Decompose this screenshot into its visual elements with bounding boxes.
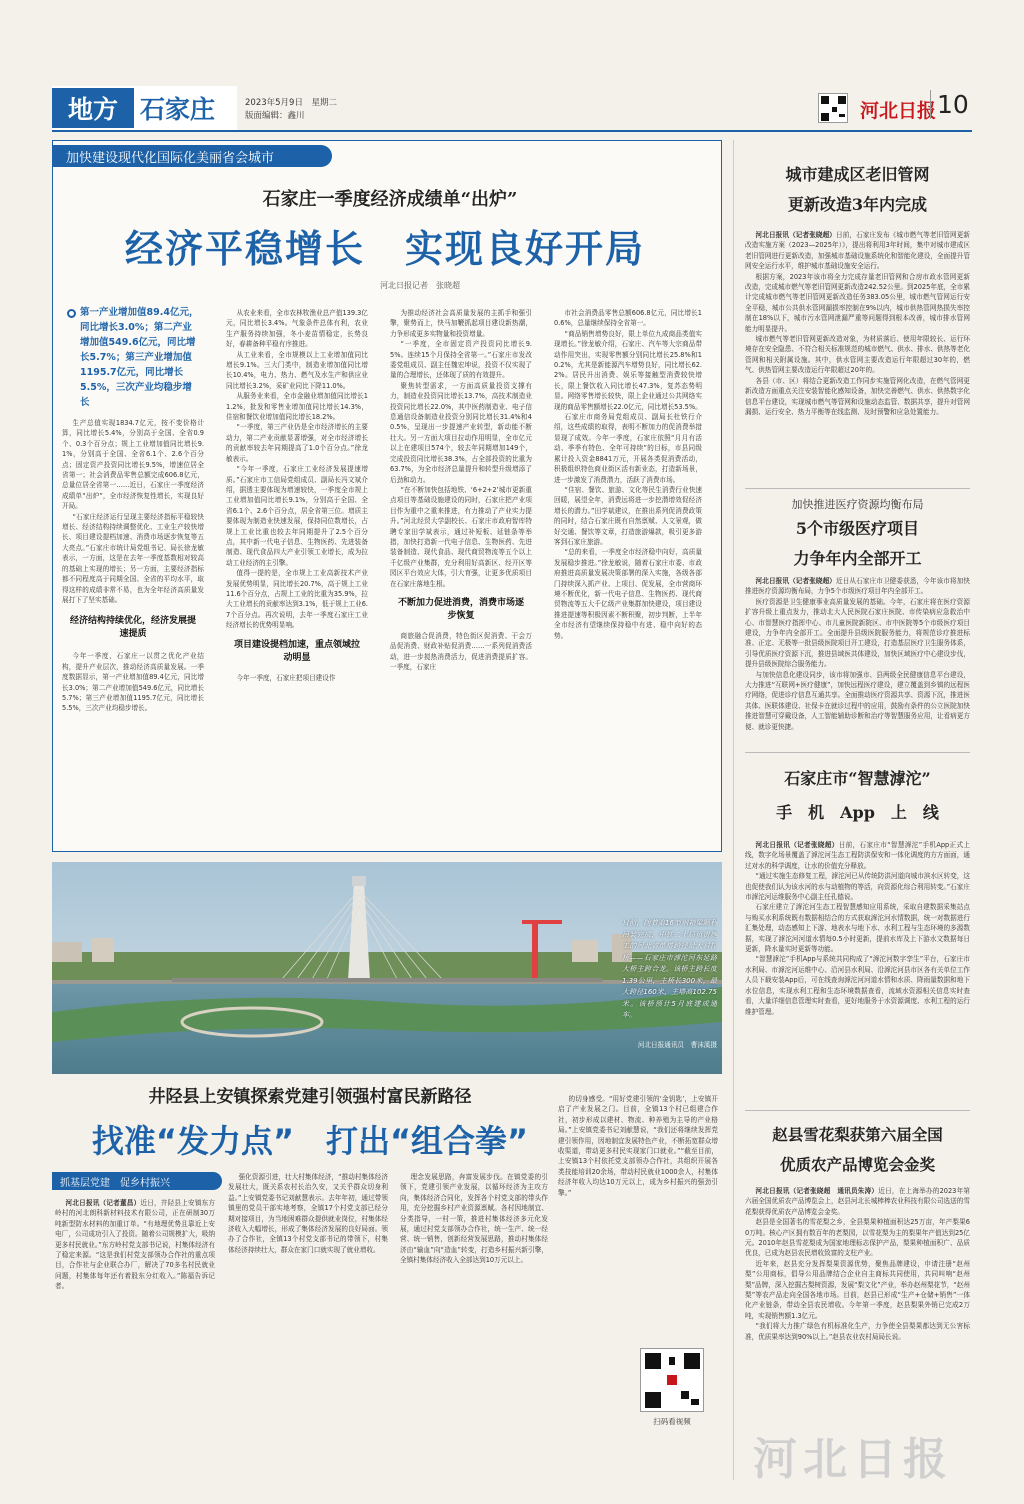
story-pipes-body: 河北日报讯（记者张晓超）日前，石家庄发布《城市燃气等老旧管网更新改造实施方案（2023—2025年）》，提出将利用3年时间，集中对城市建成区老旧管网进行更新改造，加强城市基础设施系统化和智能化建设，全面提升管网安全运行水平，维护城市基础设施安全运行。 根据方案，2023年该市将全力完成存量老旧管网和合房市政水管网更新改造，完成城市燃气等老旧管网更新改造242.52公里。到2025年底，全市累计完成城市燃气等老旧管网更新改造任务383.05公里，城市燃气管网运行安全平稳，城市公共供水管网漏损率控制在9%以内，城市供热管网热损失率控制在18%以下，城市污水管网泄漏严重等问题得到根本改善，城市排水管网能力明显提升。 城市燃气等老旧管网更新改造对象，为材质落后、使用年限较长、运行环境存在安全隐患、不符合相关标准规范的城市燃气、供水、排水、供热等老化管网和相关附属设施。其中，供水管网主要改造运行年限超过30年的，燃气、供热管网主要改造运行年限超过20年的。 各县（市、区）将结合更新改造工作同步实施管网化改造，在燃气管网更新改造方面重点关注安装智能化感知设备，加快完善燃气、供水、供热数字化信息平台建设，实现城市燃气等管网和设施动态监管、数据共享，提升对管网漏损、运行安全、热力平衡等在线监测、及时预警和应急处置能力。 [745, 231, 970, 416]
main-kicker: 石家庄一季度经济成绩单“出炉” [262, 189, 518, 210]
summary-bullet-icon [67, 309, 76, 318]
theme-banner: 加快建设现代化国际化美丽省会城市 [52, 145, 332, 167]
section-label: 地方 [52, 88, 134, 128]
story-col-4: 的切身感受。“用好党建引领的‘金钥匙’，上安镇开启了产业发展之门。目前，全镇13个村已组建合作社，初步形成以建材、物流、种养殖为主导的产业格局。”上安镇党委书记刘献慧说，“我们还将继续发挥党建引领作用，因地制宜发展特色产业，不断拓宽群众增收渠道，带动更多村民实现家门口就业。”“截至目前，上安镇13个村依托党支部领办合作社，共组织开展各类技能培训20余场，带动村民就业1000余人，村集体经济年收入均达10万元以上，成为乡村振兴的强劲引擎。” [558, 1095, 718, 1197]
main-col-3: 为推动经济社会高质量发展的主抓手和强引擎，聚势而上，快马加鞭抓起项目建设新热潮，力争形成更多实物量和投资增量。 “一季度，全市固定资产投资同比增长9.5%。连续15个月保持全省第一。”石家庄市发改委党组成员、副主任魏宏坤说，投资不仅实现了量的合理增长，还体现了质的有效提升。 聚焦转型需求，一方面高质量投资支撑有力，制造业投资同比增长13.7%，高技术制造业投资同比增长22.0%，其中医药制造业、电子信息通信设备制造业投资分别同比增长31.4%和40.5%，呈现出一步提速产业转型，新动能不断壮大。另一方面大项目拉动作用明显，全市亿元以上在建项目574个，较去年同期增加149个，完成投资同比增长38.3%，占全部投资的比重为63.7%，为全市经济总量提升和转型升级增添了后劲和动力。 “在不断加快包括地铁、‘6+2+2’城市更新重点项目等基础设施建设的同时，石家庄把产业项目作为重中之重来推进，有力推动了产业实力提升。”河北经贸大学副校长、石家庄市政府智库特聘专家田学斌表示，通过补短板、延链条等举措，加快打造新一代电子信息、生物医药、先进装备制造、现代食品、现代商贸物流等五个以上千亿级产业集群，充分利用好高新区、经开区等园区平台效应大体，引大育强，让更多优质项目在石家庄落地生根。 不断加力促进消费，消费市场逐步恢复 商旅融合促消费，特色街区促消费、干会万品促消费、财政补贴促消费……一系列促消费活动，进一步搅热消费活力，促进消费提质扩容。一季度，石家庄 [390, 309, 532, 672]
subhead-structure: 经济结构持续优化，经济发展提速提质 [70, 616, 197, 640]
story-tag: 抓基层党建 促乡村振兴 [52, 1172, 222, 1190]
main-col-1: 生产总值实现1834.7亿元，按不变价格计算，同比增长5.4%，分别高于全国、全省0.9个、0.3个百分点；规上工业增加值同比增长9.1%，分别高于全国、全省6.1个、2.6个百分点；固定资产投资同比增长9.5%，增速位居全省第一；社会消费品零售总额完成606.8亿元，总量位居全省第一……近日，石家庄一季度经济成绩单“出炉”，全市经济恢复性增长，实现良好开局。 “石家庄经济运行呈现主要经济指标平稳较快增长、经济结构持续调整优化、工业生产较快增长、项目建设提档加速、消费市场逐步恢复等五大亮点。”石家庄市统计局党组书记、局长徐龙敏表示，一方面，这是在去年一季度基数相对较高的基础上实现的增长；另一方面，主要经济指标都不同程度高于同期全国、全省的平均水平，取得这样的成绩非常不易，也为全年经济高质量发展打下了坚实基础。 经济结构持续优化，经济发展提速提质 今年一季度，石家庄一以贯之优化产业结构，提升产业层次，推动经济高质量发展。一季度数据显示，第一产业增加值89.4亿元，同比增长3.0%；第二产业增加值549.6亿元，同比增长5.7%；第三产业增加值1195.7亿元，同比增长5.5%，三次产业均稳步增长。 [62, 419, 204, 713]
divider [745, 488, 970, 489]
main-summary: 第一产业增加值89.4亿元，同比增长3.0%；第二产业增加值549.6亿元，同比增长5.7%；第三产业增加值1195.7亿元，同比增长5.5%，三次产业均稳步增长 [80, 307, 199, 408]
issue-meta: 2023年5月9日 星期二 版面编辑：鑫川 [245, 98, 337, 121]
city-label: 石家庄 [140, 95, 216, 124]
story-col-3: 理念发展思路，奔富发展步伐。在镇党委的引领下，党建引领产业发展，以循环经济为主攻方向，集体经济合同化，发挥各个村党支部的带头作用，充分挖掘乡村产业资源禀赋。各村因地制宜、分类指导，一村一策，推进村集体经济多元化发展，通过村党支部领办合作社，统一生产、统一经营、统一销售，创新经营发展思路，推动村集体经济由“输血”向“造血”转变，打造乡村振兴新引擎，全镇村集体经济收入全部达到10万元以上。 [400, 1173, 548, 1265]
footer-logo-watermark: 河北日报 [753, 1434, 953, 1485]
story-medical-kicker: 加快推进医疗资源均衡布局 [791, 498, 924, 511]
newspaper-logo: 河北日报 [860, 100, 937, 122]
qr-label: 扫码看视频 [653, 1417, 691, 1426]
main-col-4: 市社会消费品零售总额606.8亿元，同比增长10.6%，总量继续保持全省第一。 “商品销售增势良好，限上单位九成商品类值实现增长。”徐龙敏介绍，石家庄、汽车等大宗商品带动作用突出，实现零售额分别同比增长25.8%和10.2%，尤其是新能源汽车增势良好，同比增长62.2%。居民升出消费、娱乐等接触型消费较快增长，限上餐饮收入同比增长47.3%，复苏态势明显。网络零售增长较快，限上企业通过公共网络实现的商品零售额增长22.0亿元，同比增长53.5%。 石家庄市商务局党组成员、副局长杜铁行介绍，这些成绩的取得，表明不断加力的促消费举措显现了成效。今年一季度，石家庄依照“月月有活动、季季有特色、全年可持续”的目标，市县同级累计投入资金8841万元，开展各类促消费活动，积极组织特色商业街区活有新业态，打造新场景，进一步激发了消费潜力，活跃了消费市场。 “住宿、餐饮、旅游、文化等民生消费行业快速回暖，展望全年，消费远将进一步挖潜增效促经济增长的潜力。”田学斌建议，在推出系列促消费政策的同时，结合石家庄既有自然禀赋、人文景观，做好交通、餐饮等文章，打造旅游爆款，吸引更多游客到石家庄旅游。 “总的来看，一季度全市经济稳中向好，高质量发展稳步推进。”徐龙敏说，随着石家庄市委、市政府推进高质量发展决策部署的深入实施，各级各部门持续深入抓产业、上项目、促发展，全市营商环境不断优化，新一代电子信息、生物医药、现代商贸物流等五大千亿级产业集群加快建设，项目建设推进提速等积极因素不断积聚，初步判断，上半年全市经济有望继续保持稳中有进、稳中向好的态势。 [554, 309, 702, 640]
photo-caption: 日前，随着第16节钢箱梁顺利吊装完成，中铁二十局负责施工的河北省单塔跨径最大斜拉桥——石家庄市滹沱河东延路大桥主跨合龙。该桥主跨长度1.39公里，主桥长300米，最大跨径160米，主塔高102.75米。该桥预计5月底建成通车。 [622, 919, 717, 1019]
story-kicker: 井陉县上安镇探索党建引领强村富民新路径 [148, 1087, 472, 1107]
header-rule [52, 130, 972, 132]
story-col-2: 强化资源引进，壮大村集体经济，“推动村集体经济发展壮大，既关系农村长治久安，又关乎群众切身利益。”上安镇党委书记刘献慧表示。去年年初，通过带领镇里的党员干部实地考察，全镇17个村党支部已经分期对接项目，为当地困难群众提供就业岗位，村集体经济收入大幅增长，形成了集体经济发展的良好局面。领办了合作社，全镇13个村党支部书记的带领下，村集体经济持续壮大，群众在家门口就实现了就业增收。 [228, 1173, 388, 1254]
page-number: 10 [930, 90, 969, 119]
main-byline: 河北日报记者 张晓超 [380, 281, 460, 290]
subhead-consumption: 不断加力促进消费，消费市场逐步恢复 [398, 597, 525, 621]
story-app-title: 石家庄市“智慧滹沱” 手 机 App 上 线 [776, 769, 939, 822]
subhead-projects: 项目建设提档加速，重点领域拉动明显 [234, 639, 361, 663]
divider [745, 752, 970, 753]
story-pear-body: 河北日报讯（记者张晓超 通讯员朱涛）近日，在上海举办的2023年第六届全国优质农产品博览会上，赵县河北长城棒棒农业科技有限公司选送的雪花梨获得优质农产品博览会金奖。 赵县是全国著名的雪花梨之乡，全县梨果种植面积达25万亩，年产梨果60万吨。核心产区拥有数百年的老梨园，以雪花梨为主的梨果年产值达到25亿元。2010年赵县雪花梨成为国家地理标志保护产品，梨果种植面积广、品质优良，已成为赵县农民增收致富的支柱产业。 近年来，赵县充分发挥梨果资源优势，聚焦品牌建设，申请注册“赵州梨”公用商标，倡导公用品牌结合企业自主商标共同使用，共同叫响“赵州梨”品牌，深入挖掘古梨树资源，发展“梨文化”产业，举办赵州梨花节，“赵州梨”等农产品走向全国各地市场。目前，赵县已形成“生产+仓储+销售”一体化产业链条，带动全县农民增收。今年第一季度，赵县梨果外销已完成2万吨，实现销售额1.3亿元。 “我们将大力推广绿色有机标准化生产，力争使全县梨果都达到无公害标准，优质果率达到90%以上。”赵县农业农村局局长说。 [745, 1187, 970, 1341]
header-qr-code[interactable] [818, 93, 848, 123]
main-col-2: 从农业来看，全市农林牧渔业总产值139.3亿元，同比增长3.4%。气象条件总体有利，农业生产服务持续加强，冬小麦苗情稳定，长势良好，春耕备种平稳有序推进。 从工业来看，全市规模以上工业增加值同比增长9.1%。三大门类中，制造业增加值同比增长10.4%，电力、热力、燃气及水生产和供应业同比增长3.2%，采矿业同比下降11.0%。 从服务业来看，全市金融业增加值同比增长11.2%，批发和零售业增加值同比增长14.3%，住宿和餐饮业增加值同比增长18.2%。 “一季度，第三产业仍是全市经济增长的主要动力，第二产业贡献显著增强，对全市经济增长的贡献率较去年同期提高了1.0个百分点。”徐龙敏表示。 “今年一季度，石家庄工业经济发展提速增质。”石家庄市工信局党组成员、副局长冯文斌介绍，据透主要体现为增速较快，一季度全市规上工业增加值同比增长9.1%，分别高于全国、全省6.1个、2.6个百分点，居全省第三位。增质主要体现为制造业快速发展，保持同位数增长，占规上工业比重也较去年同期提升了2.5个百分点，其中新一代电子信息、生物医药、先进装备制造、现代食品四大产业引领工业增长，成为拉动工业经济的主引擎。 值得一提的是，全市规上工业高新技术产业发展优势明显，同比增长20.7%，高于规上工业11.6个百分点，占规上工业的比重为35.9%，拉大工业增长的贡献率达到3.1%，低于规上工业6.7个百分点。再次说明，去年一季度石家庄工业经济增长的优势明显响。 项目建设提档加速，重点领域拉动明显 今年一季度，石家庄把项目建设作 [226, 309, 368, 682]
divider [745, 1110, 970, 1111]
story-pipes-title: 城市建成区老旧管网 更新改造3年内完成 [785, 165, 930, 214]
photo-credit: 河北日报通讯员 曹沫溪摄 [637, 1041, 717, 1049]
video-qr-code[interactable] [640, 1348, 704, 1412]
main-headline: 经济平稳增长 实现良好开局 [124, 227, 645, 271]
story-col-1: 河北日报讯（记者董昌）近日，井陉县上安镇东方岭村的河北朗科新材料技术有限公司，正在研制30万吨新型防水材料的加重订单。“有地理优势且靠近上安电厂，公司成功引入了投资。随着公司规模扩大，吸纳更多村民就业。”东方岭村党支部书记说，村集体经济有了稳定来源。“这是我们村党支部领办合作社的重点项目，合作社与企业联合办厂，解决了70多名村民就业问题，村集体每年还有着股东分红收入。”陈福告诉记者。 [55, 1199, 215, 1291]
right-col-rule [733, 140, 734, 1480]
story-medical-body: 河北日报讯（记者张晓超）近日从石家庄市卫健委获悉，今年该市将加快推进医疗资源均衡布局，力争5个市级医疗项目年内全部开工。 医疗资源是卫生健康事业高质量发展的基础。今年，石家庄将在医疗资源扩容升级上重点发力，推动北大人民医院石家庄医院、市传染病应急救治中心、市智慧医疗指挥中心、市儿童医院新院区、市中医院等5个市级医疗项目建设，力争年内全部开工。全面提升县级医院服务能力，将规范诊疗推进标准、正定、无极等一批县级医院项目开工建设，打造基层医疗卫生服务体系，引导优质医疗资源下沉，推进县域医共体建设，加快区域医疗中心建设步伐，提升县级医院综合服务能力。 与加快信息化建设同步，该市将加强市、县两级全民健康信息平台建设，大力推进“互联网+医疗健康”，加快远程医疗建设，建立覆盖到乡镇的远程医疗网络，促进诊疗信息互通共享。全面推动医疗资源共享、资源下沉，推进医共体、医联体建设、社保卡在就诊过程中的应用，鼓励有条件的公立医院加快推进智慧可穿戴设备，人工智能辅助诊断和治疗等智慧服务应用，让看病更方便、就诊更快捷。 [745, 577, 970, 731]
story-app-body: 河北日报讯（记者张晓超）日前，石家庄市“智慧滹沱”手机App正式上线，数字化场景覆盖了滹沱河生态工程防洪保安和一体化调度的方方面面，通过对水的科学调度，让水的价值充分释放。 “通过实施生态修复工程，滹沱河已从传统防洪河道向城市滨水区转变，这也促使我们认为该水河的水与动植物的等活，向资源化综合利用转变。”石家庄市滹沱河运维服务中心副主任孔德说。 石家庄建立了滹沱河生态工程智慧感知应用系统，采取自建数据采集站点与购买水利系统既有数据相结合的方式获取滹沱河水情数据，统一对数据进行汇集处理，动态感知上下游、地表水与地下水、水利工程与生态环境的多源数据，实现了滹沱河河道水情每0.5小时更新，提前水库及上下游水文数据每日更新，降水量实时更新等功能。 “智慧滹沱”手机App与系统共同构成了“滹沱河数字孪生”平台，石家庄市水利局、市滹沱河运维中心、沿河县水利局、沿滹沱河县市区各有关单位工作人员下载安装App后，可在线查询滹沱河河道水情和水质、降雨量数据和地下水位信息，实现水利工程和生态环境数据查看，流域水资源相关信息实时查看，大量详细信息管理实时查看，更好地服务于水资源调度、水利工程的运行维护管理。 [745, 841, 970, 1016]
story-medical-title: 5个市级医疗项目 力争年内全部开工 [793, 519, 922, 568]
story-pear-title: 赵县雪花梨获第六届全国 优质农产品博览会金奖 [772, 1125, 943, 1174]
story-headline: 找准“发力点” 打出“组合拳” [91, 1122, 529, 1160]
